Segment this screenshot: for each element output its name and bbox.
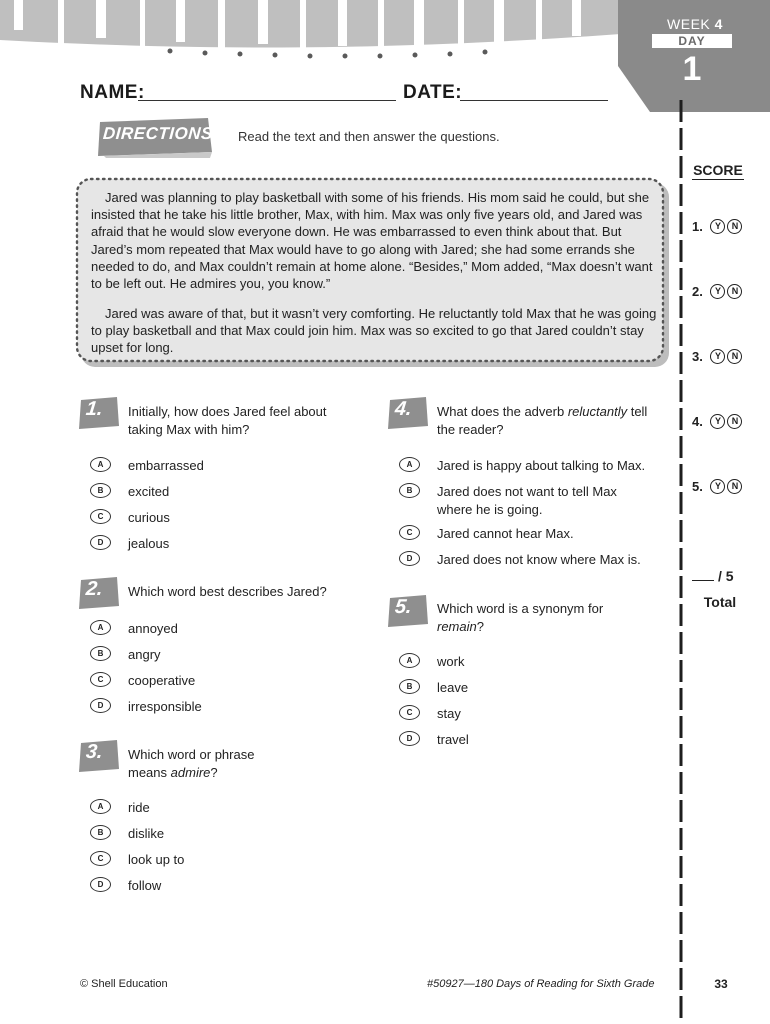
q1-option-a-text: embarrassed (128, 458, 204, 473)
no-circle[interactable]: N (727, 219, 742, 234)
q2-option-c-text: cooperative (128, 673, 196, 688)
question-4-text: What does the adverb reluctantly tell the reader? (437, 404, 648, 437)
name-label: NAME: (80, 82, 145, 103)
q1-option-b-text: excited (128, 484, 170, 499)
question-5-text: Which word is a synonym for remain? (437, 601, 604, 634)
score-row-5 (692, 479, 742, 494)
score-divider-rule (677, 100, 685, 1024)
no-circle[interactable]: N (727, 284, 742, 299)
directions-instruction: Read the text and then answer the questions. (238, 129, 500, 144)
q5-option-c-text: stay (437, 706, 461, 721)
no-circle[interactable]: N (727, 479, 742, 494)
q1-option-c-text: curious (128, 510, 170, 525)
score-row-number: 4. (692, 414, 703, 429)
q5-option-b-text: leave (437, 680, 469, 695)
date-line[interactable] (460, 100, 608, 101)
q2-option-d-text: irresponsible (128, 699, 202, 714)
score-row-4 (692, 414, 742, 429)
score-row-number: 2. (692, 284, 703, 299)
date-label: DATE: (403, 82, 463, 103)
q5-option-d-bubble[interactable]: D (399, 731, 420, 746)
week-label: WEEK 4 (667, 16, 723, 32)
q3-option-d-text: follow (128, 878, 162, 893)
q4-option-d-text: Jared does not know where Max is. (437, 552, 641, 567)
day-number: 1 (682, 50, 702, 88)
no-circle[interactable]: N (727, 414, 742, 429)
footer-copyright: © Shell Education (80, 978, 168, 990)
question-5-number: 5. (393, 596, 413, 618)
q1-option-d-bubble[interactable]: D (90, 535, 111, 550)
no-circle[interactable]: N (727, 349, 742, 364)
q4-option-b-bubble[interactable]: B (399, 483, 420, 498)
score-row-1 (692, 219, 742, 234)
q3-option-d-bubble[interactable]: D (90, 877, 111, 892)
q1-option-d-text: jealous (128, 536, 170, 551)
q3-option-c-bubble[interactable]: C (90, 851, 111, 866)
yes-circle[interactable]: Y (710, 284, 725, 299)
question-1-text: Initially, how does Jared feel about taking Max with him? (128, 404, 327, 437)
q2-option-a-text: annoyed (128, 621, 178, 636)
q2-option-b-text: angry (128, 647, 161, 662)
q1-option-c-bubble[interactable]: C (90, 509, 111, 524)
total-label: Total (703, 594, 737, 610)
q5-option-d-text: travel (437, 732, 469, 747)
score-title: SCORE (693, 162, 743, 178)
q3-option-b-bubble[interactable]: B (90, 825, 111, 840)
question-3-text: Which word or phrase means admire? (128, 747, 255, 780)
total-score-blank[interactable]: / 5 (692, 568, 734, 584)
q4-option-b-text: Jared does not want to tell Max where he is going. (437, 484, 617, 517)
question-4-number: 4. (393, 398, 413, 420)
question-2-number: 2. (84, 578, 104, 600)
q4-option-a-bubble[interactable]: A (399, 457, 420, 472)
q3-option-b-text: dislike (128, 826, 165, 841)
name-line[interactable] (138, 100, 396, 101)
footer-book-title: #50927—180 Days of Reading for Sixth Grade (427, 978, 655, 990)
q5-option-b-bubble[interactable]: B (399, 679, 420, 694)
score-row-2 (692, 284, 742, 299)
question-1-number: 1. (84, 398, 104, 420)
q5-option-c-bubble[interactable]: C (399, 705, 420, 720)
q2-option-c-bubble[interactable]: C (90, 672, 111, 687)
yes-circle[interactable]: Y (710, 349, 725, 364)
score-row-number: 5. (692, 479, 703, 494)
q4-option-c-bubble[interactable]: C (399, 525, 420, 540)
q3-option-a-text: ride (128, 800, 150, 815)
q2-option-b-bubble[interactable]: B (90, 646, 111, 661)
directions-title: DIRECTIONS (102, 124, 214, 143)
q4-option-c-text: Jared cannot hear Max. (437, 526, 574, 541)
q4-option-a-text: Jared is happy about talking to Max. (437, 458, 646, 473)
score-row-3 (692, 349, 742, 364)
passage-paragraph-2: Jared was aware of that, but it wasn’t very comforting. He reluctantly told Max that he was going to play basketball and that Max could join him. Max was so excited to go that Jared couldn’t stay upset for long. (91, 306, 657, 356)
q3-option-c-text: look up to (128, 852, 185, 867)
q1-option-a-bubble[interactable]: A (90, 457, 111, 472)
question-2-text: Which word best describes Jared? (128, 584, 327, 599)
yes-circle[interactable]: Y (710, 414, 725, 429)
question-3-number: 3. (84, 741, 104, 763)
day-label: DAY (652, 34, 732, 48)
score-row-number: 3. (692, 349, 703, 364)
q5-option-a-text: work (437, 654, 465, 669)
q1-option-b-bubble[interactable]: B (90, 483, 111, 498)
q2-option-d-bubble[interactable]: D (90, 698, 111, 713)
yes-circle[interactable]: Y (710, 479, 725, 494)
page-number: 33 (714, 977, 728, 991)
q3-option-a-bubble[interactable]: A (90, 799, 111, 814)
passage-paragraph-1: Jared was planning to play basketball with some of his friends. His mom said he could, but she insisted that he take his little brother, Max, with him. Max was only five years old, and Jared was afraid that he would slow everyone down. He was embarrassed to even think about that. But Jared’s mom repeated that Max would have to go along with Jared; she had some errands she needed to do, and Max couldn’t remain at home alone. “Besides,” Mom added, “Max doesn’t want to be left out. He admires you, you know.” (91, 190, 653, 292)
score-row-number: 1. (692, 219, 703, 234)
q4-option-d-bubble[interactable]: D (399, 551, 420, 566)
q2-option-a-bubble[interactable]: A (90, 620, 111, 635)
q5-option-a-bubble[interactable]: A (399, 653, 420, 668)
yes-circle[interactable]: Y (710, 219, 725, 234)
